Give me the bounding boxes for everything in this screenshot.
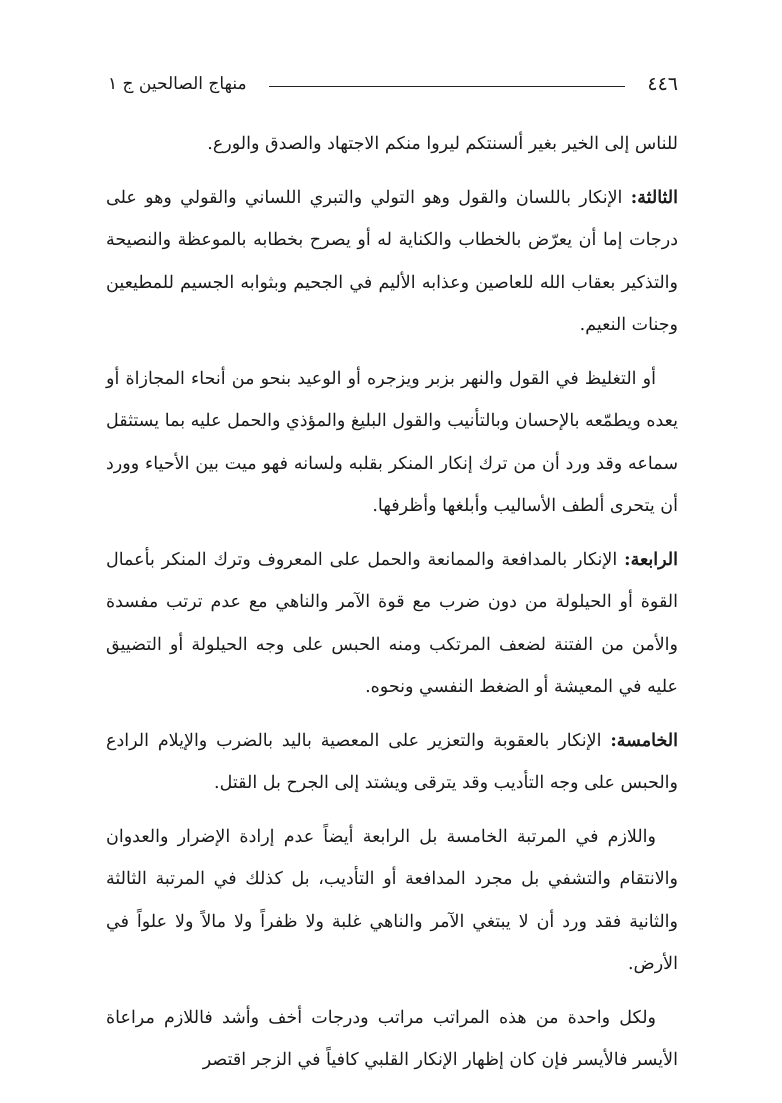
paragraph-text: واللازم في المرتبة الخامسة بل الرابعة أيضاً عدم إرادة الإضرار والعدوان والانتقام والتشفي بل مجرد المدافعة أو التأديب، بل كذلك في المرتبة الثالثة والثانية فقد ورد أن لا يبتغي الآمر والناهي غلبة ولا ظفراً ولا مالاً ولا علواً في الأرض. <box>106 826 678 974</box>
paragraph-text: أو التغليظ في القول والنهر بزبر ويزجره أو الوعيد بنحو من أنحاء المجازاة أو يعده ويطمّعه بالإحسان وبالتأنيب والقول البليغ والمؤذي والحمل عليه بما يستثقل سماعه وقد ورد أن من ترك إنكار المنكر بقلبه ولسانه فهو ميت بين الأحياء وورد أن يتحرى ألطف الأساليب وأبلغها وأظرفها. <box>106 368 678 516</box>
paragraph-fifth-level <box>106 720 678 805</box>
paragraph-label: الخامسة: <box>610 730 678 751</box>
page-header <box>108 70 678 98</box>
paragraph-text: ولكل واحدة من هذه المراتب مراتب ودرجات أخف وأشد فاللازم مراعاة الأيسر فالأيسر فإن كان إظهار الإنكار القلبي كافياً في الزجر اقتصر <box>106 1007 678 1070</box>
paragraph-text: الإنكار بالمدافعة والممانعة والحمل على المعروف وترك المنكر بأعمال القوة أو الحيلولة من دون ضرب مع قوة الآمر والناهي مع عدم ترتب مفسدة والأمن من الفتنة لضعف المرتكب ومنه الحبس على وجه الحيلولة أو التضييق عليه في المعيشة أو الضغط النفسي ونحوه. <box>106 549 678 697</box>
page-number: ٤٤٦ <box>647 73 678 95</box>
running-title: منهاج الصالحين ج ١ <box>108 74 247 94</box>
paragraph-third-level <box>106 177 678 347</box>
paragraph-harsh-speech <box>106 358 678 528</box>
paragraph-continuation <box>106 123 678 166</box>
paragraph-requirement <box>106 816 678 986</box>
paragraph-text: الإنكار باللسان والقول وهو التولي والتبري اللساني والقولي وهو على درجات إما أن يعرّض بالخطاب والكناية له أو يصرح بخطابه بالموعظة والنصيحة والتذكير بعقاب الله للعاصين وعذابه الأليم في الجحيم وبثوابه الجسيم للمطيعين وجنات النعيم. <box>106 187 678 335</box>
page-body <box>106 123 678 1093</box>
paragraph-text: للناس إلى الخير بغير ألسنتكم ليروا منكم الاجتهاد والصدق والورع. <box>207 134 678 154</box>
header-rule <box>269 86 626 87</box>
paragraph-label: الرابعة: <box>624 549 678 570</box>
paragraph-label: الثالثة: <box>630 187 678 208</box>
paragraph-fourth-level <box>106 539 678 709</box>
paragraph-gradation <box>106 997 678 1082</box>
paragraph-text: الإنكار بالعقوبة والتعزير على المعصية باليد بالضرب والإيلام الرادع والحبس على وجه التأديب وقد يترقى ويشتد إلى الجرح بل القتل. <box>106 730 678 793</box>
